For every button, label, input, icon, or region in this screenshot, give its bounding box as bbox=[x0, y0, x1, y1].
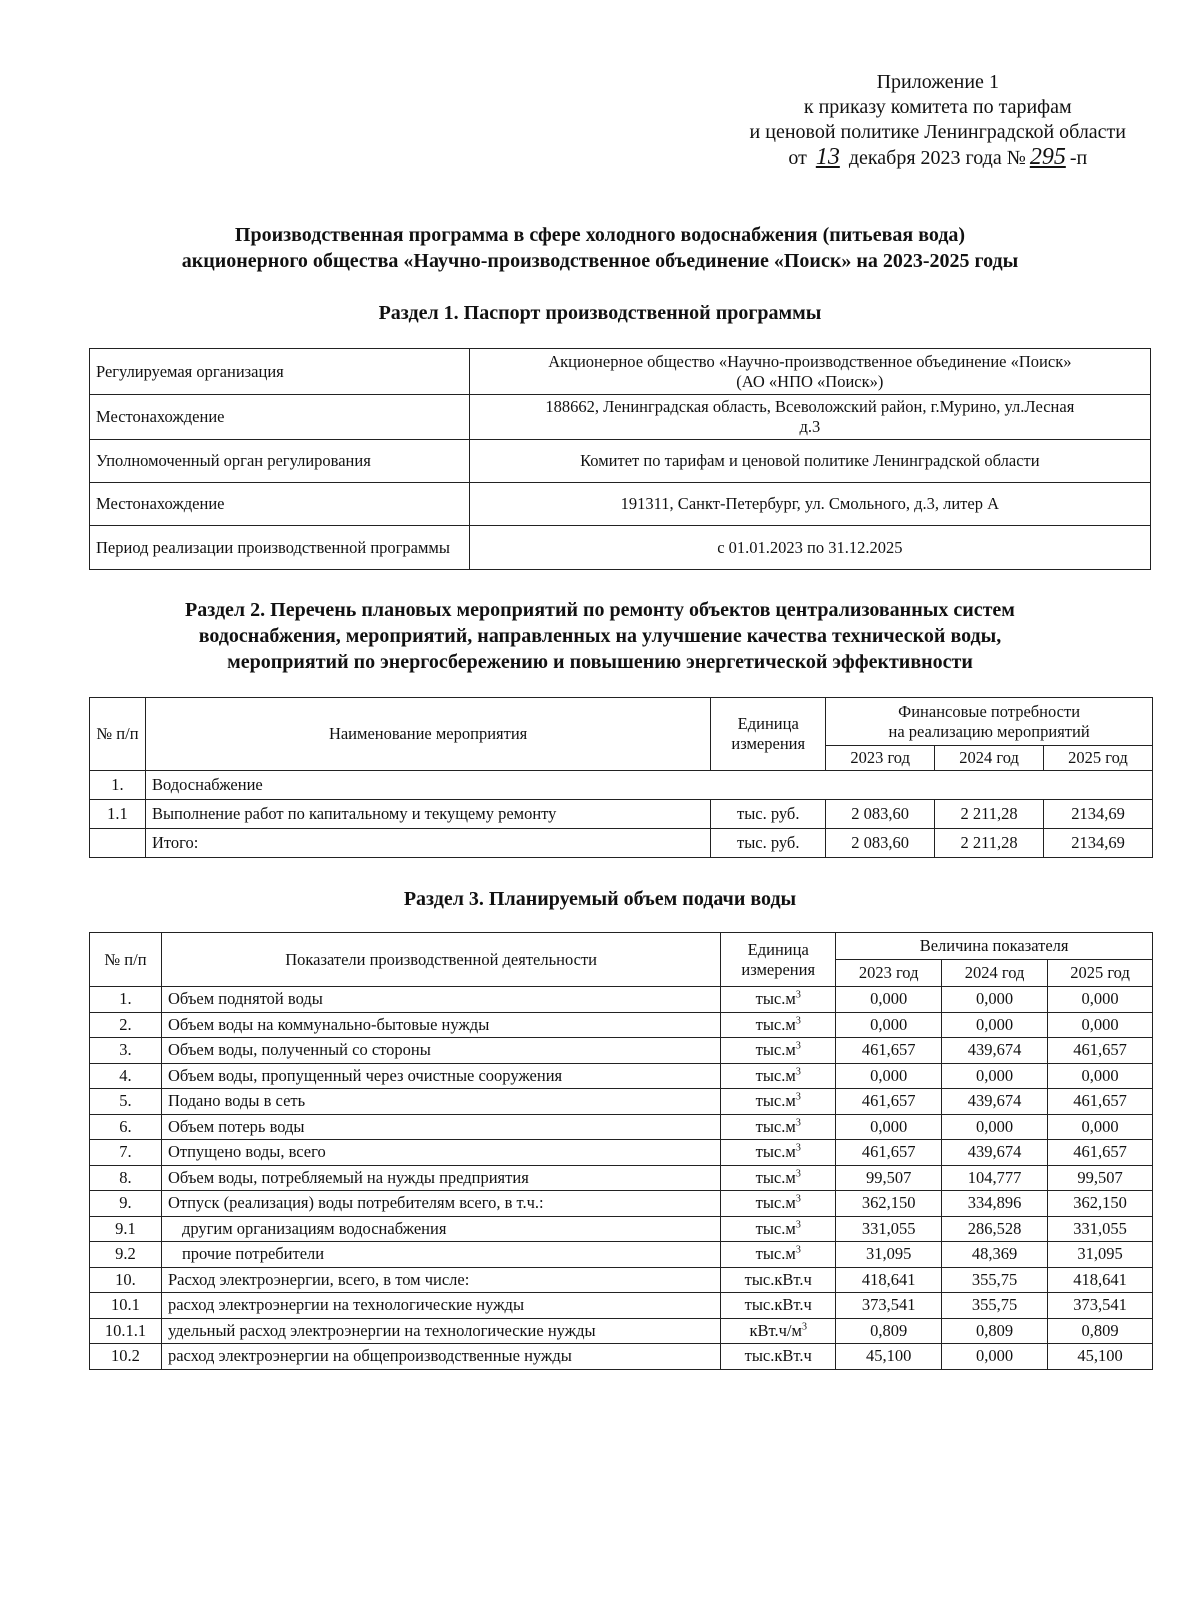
water-volume-table bbox=[89, 932, 1153, 1370]
appendix-header bbox=[750, 70, 1126, 171]
measures-col-num: № п/п bbox=[90, 698, 146, 771]
volume-row bbox=[90, 1242, 1153, 1268]
volume-value-2025: 461,657 bbox=[1048, 1089, 1153, 1115]
section2-heading-line-1: Раздел 2. Перечень плановых мероприятий по ремонту объектов централизованных систем bbox=[185, 599, 1015, 621]
volume-row bbox=[90, 1293, 1153, 1319]
volume-name: удельный расход электроэнергии на технологические нужды bbox=[161, 1318, 720, 1344]
volume-unit bbox=[721, 1089, 836, 1115]
volume-unit-exponent: 3 bbox=[795, 1244, 801, 1256]
volume-unit bbox=[721, 1242, 836, 1268]
volume-value-2025: 0,000 bbox=[1048, 1114, 1153, 1140]
volume-value-2024: 439,674 bbox=[942, 1038, 1048, 1064]
appendix-line-4 bbox=[750, 145, 1126, 171]
measures-group-num: 1. bbox=[90, 771, 146, 800]
volume-unit bbox=[721, 1038, 836, 1064]
volume-unit-exponent: 3 bbox=[795, 1117, 801, 1129]
volume-value-2025: 45,100 bbox=[1048, 1344, 1153, 1370]
volume-unit-text: тыс.м bbox=[755, 1091, 796, 1111]
measures-name: Итого: bbox=[145, 829, 710, 858]
volume-unit-text: тыс.м bbox=[755, 1167, 796, 1187]
volume-unit bbox=[721, 1165, 836, 1191]
volume-value-2023: 331,055 bbox=[836, 1216, 942, 1242]
volume-name: Объем потерь воды bbox=[161, 1114, 720, 1140]
volume-value-2024: 0,000 bbox=[942, 1344, 1048, 1370]
volume-unit bbox=[721, 987, 836, 1013]
volume-unit-text: тыс.м bbox=[755, 1065, 796, 1085]
volume-unit bbox=[721, 1267, 836, 1293]
volume-row bbox=[90, 1140, 1153, 1166]
volume-value-2024: 0,000 bbox=[942, 1063, 1048, 1089]
volume-name: прочие потребители bbox=[161, 1242, 720, 1268]
volume-value-2023: 461,657 bbox=[836, 1038, 942, 1064]
volume-name: Объем воды, полученный со стороны bbox=[161, 1038, 720, 1064]
measures-value-2024: 2 211,28 bbox=[935, 800, 1044, 829]
volume-value-2025: 418,641 bbox=[1048, 1267, 1153, 1293]
passport-value-line-2: (АО «НПО «Поиск») bbox=[736, 371, 884, 391]
volume-num: 10.2 bbox=[90, 1344, 162, 1370]
volume-unit-exponent: 3 bbox=[795, 1142, 801, 1154]
passport-value bbox=[469, 483, 1150, 526]
volume-row bbox=[90, 1165, 1153, 1191]
appendix-day: 13 bbox=[815, 144, 840, 170]
volume-unit-exponent: 3 bbox=[795, 1015, 801, 1027]
volume-num: 4. bbox=[90, 1063, 162, 1089]
section2-heading bbox=[0, 597, 1200, 675]
volume-value-2024: 0,000 bbox=[942, 1114, 1048, 1140]
volume-unit-text: тыс.м bbox=[755, 1142, 796, 1162]
volume-unit-exponent: 3 bbox=[795, 1066, 801, 1078]
measures-col-finance-line-1: Финансовые потребности bbox=[898, 701, 1081, 721]
measures-col-finance bbox=[826, 698, 1153, 746]
volume-unit-exponent: 3 bbox=[795, 989, 801, 1001]
passport-table bbox=[89, 348, 1151, 570]
volume-value-2023: 461,657 bbox=[836, 1089, 942, 1115]
passport-row bbox=[90, 440, 1151, 483]
volume-year-2025: 2025 год bbox=[1048, 960, 1153, 987]
volume-year-2024: 2024 год bbox=[942, 960, 1048, 987]
volume-unit-text: тыс.м bbox=[755, 1244, 796, 1264]
volume-value-2024: 104,777 bbox=[942, 1165, 1048, 1191]
measures-group-name: Водоснабжение bbox=[145, 771, 1152, 800]
volume-value-2025: 0,000 bbox=[1048, 1063, 1153, 1089]
volume-num: 9. bbox=[90, 1191, 162, 1217]
volume-value-2025: 461,657 bbox=[1048, 1038, 1153, 1064]
volume-row bbox=[90, 1038, 1153, 1064]
volume-unit-text: тыс.кВт.ч bbox=[744, 1269, 812, 1289]
volume-num: 10. bbox=[90, 1267, 162, 1293]
volume-value-2024: 0,000 bbox=[942, 1012, 1048, 1038]
passport-label: Регулируемая организация bbox=[90, 349, 470, 395]
appendix-line-1: Приложение 1 bbox=[876, 71, 999, 93]
volume-unit-text: тыс.м bbox=[755, 1040, 796, 1060]
volume-row bbox=[90, 1114, 1153, 1140]
volume-unit bbox=[721, 1191, 836, 1217]
appendix-line-2: к приказу комитета по тарифам bbox=[803, 96, 1072, 118]
volume-unit-text: тыс.кВт.ч bbox=[744, 1346, 812, 1366]
measures-year-2023: 2023 год bbox=[826, 746, 935, 771]
passport-value-line-2: д.3 bbox=[799, 417, 821, 436]
section1-heading: Раздел 1. Паспорт производственной программы bbox=[378, 302, 822, 324]
passport-label: Местонахождение bbox=[90, 395, 470, 440]
measures-row bbox=[90, 800, 1153, 829]
measures-unit: тыс. руб. bbox=[711, 800, 826, 829]
measures-value-2024: 2 211,28 bbox=[935, 829, 1044, 858]
appendix-number: 295 bbox=[1029, 144, 1066, 170]
measures-col-finance-line-2: на реализацию мероприятий bbox=[888, 721, 1090, 741]
volume-row bbox=[90, 1063, 1153, 1089]
volume-num: 10.1 bbox=[90, 1293, 162, 1319]
volume-num: 6. bbox=[90, 1114, 162, 1140]
volume-value-2024: 355,75 bbox=[942, 1267, 1048, 1293]
measures-year-2025: 2025 год bbox=[1044, 746, 1153, 771]
passport-label: Период реализации производственной программы bbox=[90, 526, 470, 570]
volume-unit-exponent: 3 bbox=[795, 1091, 801, 1103]
volume-row bbox=[90, 1344, 1153, 1370]
volume-unit-text: кВт.ч/м bbox=[749, 1320, 802, 1340]
volume-value-2025: 373,541 bbox=[1048, 1293, 1153, 1319]
volume-value-2024: 0,809 bbox=[942, 1318, 1048, 1344]
volume-year-2023: 2023 год bbox=[836, 960, 942, 987]
volume-value-2023: 418,641 bbox=[836, 1267, 942, 1293]
volume-value-2025: 31,095 bbox=[1048, 1242, 1153, 1268]
volume-row bbox=[90, 1318, 1153, 1344]
passport-label: Местонахождение bbox=[90, 483, 470, 526]
volume-row bbox=[90, 1267, 1153, 1293]
volume-name: расход электроэнергии на общепроизводственные нужды bbox=[161, 1344, 720, 1370]
volume-unit-exponent: 3 bbox=[795, 1193, 801, 1205]
volume-col-unit: Единица измерения bbox=[721, 933, 836, 987]
volume-num: 2. bbox=[90, 1012, 162, 1038]
volume-value-2023: 99,507 bbox=[836, 1165, 942, 1191]
volume-value-2024: 439,674 bbox=[942, 1089, 1048, 1115]
measures-col-unit: Единица измерения bbox=[711, 698, 826, 771]
volume-row bbox=[90, 1012, 1153, 1038]
measures-name: Выполнение работ по капитальному и текущему ремонту bbox=[145, 800, 710, 829]
volume-unit-text: тыс.м bbox=[755, 1193, 796, 1213]
measures-col-name: Наименование мероприятия bbox=[145, 698, 710, 771]
volume-unit-text: тыс.м bbox=[755, 1014, 796, 1034]
volume-col-name: Показатели производственной деятельности bbox=[161, 933, 720, 987]
volume-num: 1. bbox=[90, 987, 162, 1013]
volume-unit-exponent: 3 bbox=[795, 1040, 801, 1052]
volume-name: другим организациям водоснабжения bbox=[161, 1216, 720, 1242]
volume-value-2023: 31,095 bbox=[836, 1242, 942, 1268]
passport-value bbox=[469, 349, 1150, 395]
volume-name: Объем воды, пропущенный через очистные сооружения bbox=[161, 1063, 720, 1089]
volume-row bbox=[90, 987, 1153, 1013]
passport-value bbox=[469, 440, 1150, 483]
volume-value-2024: 439,674 bbox=[942, 1140, 1048, 1166]
volume-value-2023: 0,000 bbox=[836, 1114, 942, 1140]
appendix-line-3: и ценовой политике Ленинградской области bbox=[749, 121, 1126, 143]
volume-name: Расход электроэнергии, всего, в том числе: bbox=[161, 1267, 720, 1293]
volume-num: 7. bbox=[90, 1140, 162, 1166]
document-title-line-2: акционерного общества «Научно-производственное объединение «Поиск» на 2023-2025 годы bbox=[181, 250, 1019, 272]
volume-unit-exponent: 3 bbox=[801, 1321, 807, 1333]
measures-num bbox=[90, 829, 146, 858]
volume-unit bbox=[721, 1012, 836, 1038]
appendix-from: от bbox=[788, 147, 807, 169]
passport-value-line-1: Акционерное общество «Научно-производственное объединение «Поиск» bbox=[548, 351, 1072, 371]
volume-name: расход электроэнергии на технологические нужды bbox=[161, 1293, 720, 1319]
volume-col-num: № п/п bbox=[90, 933, 162, 987]
volume-value-2024: 0,000 bbox=[942, 987, 1048, 1013]
passport-row bbox=[90, 395, 1151, 440]
volume-unit bbox=[721, 1318, 836, 1344]
volume-value-2025: 0,809 bbox=[1048, 1318, 1153, 1344]
appendix-month-year: декабря 2023 года № bbox=[848, 147, 1026, 169]
volume-value-2023: 362,150 bbox=[836, 1191, 942, 1217]
passport-value bbox=[469, 395, 1150, 440]
volume-row bbox=[90, 1191, 1153, 1217]
volume-value-2023: 0,000 bbox=[836, 1012, 942, 1038]
volume-value-2023: 0,809 bbox=[836, 1318, 942, 1344]
volume-value-2025: 99,507 bbox=[1048, 1165, 1153, 1191]
appendix-suffix: -п bbox=[1069, 147, 1088, 169]
measures-group-row bbox=[90, 771, 1153, 800]
volume-row bbox=[90, 1216, 1153, 1242]
volume-value-2025: 331,055 bbox=[1048, 1216, 1153, 1242]
passport-value bbox=[469, 526, 1150, 570]
volume-value-2024: 286,528 bbox=[942, 1216, 1048, 1242]
document-title bbox=[0, 222, 1200, 274]
section2-heading-line-3: мероприятий по энергосбережению и повышению энергетической эффективности bbox=[227, 651, 973, 673]
volume-unit-exponent: 3 bbox=[795, 1219, 801, 1231]
passport-row bbox=[90, 526, 1151, 570]
measures-unit: тыс. руб. bbox=[711, 829, 826, 858]
volume-value-2023: 0,000 bbox=[836, 1063, 942, 1089]
volume-value-2025: 362,150 bbox=[1048, 1191, 1153, 1217]
passport-value-line-1: 191311, Санкт-Петербург, ул. Смольного, д.3, литер А bbox=[620, 494, 1000, 513]
volume-name: Объем воды, потребляемый на нужды предприятия bbox=[161, 1165, 720, 1191]
measures-value-2025: 2134,69 bbox=[1044, 829, 1153, 858]
volume-unit-text: тыс.м bbox=[755, 989, 796, 1009]
volume-name: Объем воды на коммунально-бытовые нужды bbox=[161, 1012, 720, 1038]
measures-value-2023: 2 083,60 bbox=[826, 829, 935, 858]
section3-heading: Раздел 3. Планируемый объем подачи воды bbox=[403, 888, 797, 910]
volume-value-2024: 48,369 bbox=[942, 1242, 1048, 1268]
measures-value-2023: 2 083,60 bbox=[826, 800, 935, 829]
volume-name: Отпуск (реализация) воды потребителям всего, в т.ч.: bbox=[161, 1191, 720, 1217]
volume-num: 8. bbox=[90, 1165, 162, 1191]
volume-value-2023: 461,657 bbox=[836, 1140, 942, 1166]
volume-name: Отпущено воды, всего bbox=[161, 1140, 720, 1166]
volume-col-value: Величина показателя bbox=[836, 933, 1153, 960]
section2-heading-line-2: водоснабжения, мероприятий, направленных на улучшение качества технической воды, bbox=[198, 625, 1002, 647]
measures-value-2025: 2134,69 bbox=[1044, 800, 1153, 829]
volume-value-2023: 0,000 bbox=[836, 987, 942, 1013]
volume-unit-text: тыс.м bbox=[755, 1116, 796, 1136]
volume-unit bbox=[721, 1216, 836, 1242]
volume-value-2025: 0,000 bbox=[1048, 1012, 1153, 1038]
measures-year-2024: 2024 год bbox=[935, 746, 1044, 771]
volume-num: 9.2 bbox=[90, 1242, 162, 1268]
volume-name: Подано воды в сеть bbox=[161, 1089, 720, 1115]
volume-num: 3. bbox=[90, 1038, 162, 1064]
volume-unit bbox=[721, 1293, 836, 1319]
passport-row bbox=[90, 349, 1151, 395]
volume-value-2025: 461,657 bbox=[1048, 1140, 1153, 1166]
volume-value-2024: 334,896 bbox=[942, 1191, 1048, 1217]
volume-unit bbox=[721, 1140, 836, 1166]
volume-value-2023: 45,100 bbox=[836, 1344, 942, 1370]
volume-name: Объем поднятой воды bbox=[161, 987, 720, 1013]
volume-unit-text: тыс.кВт.ч bbox=[744, 1295, 812, 1315]
volume-unit-text: тыс.м bbox=[755, 1218, 796, 1238]
volume-unit bbox=[721, 1344, 836, 1370]
volume-value-2025: 0,000 bbox=[1048, 987, 1153, 1013]
passport-label: Уполномоченный орган регулирования bbox=[90, 440, 470, 483]
passport-value-line-1: с 01.01.2023 по 31.12.2025 bbox=[717, 537, 903, 557]
passport-row bbox=[90, 483, 1151, 526]
volume-value-2024: 355,75 bbox=[942, 1293, 1048, 1319]
volume-unit bbox=[721, 1063, 836, 1089]
measures-num: 1.1 bbox=[90, 800, 146, 829]
measures-row bbox=[90, 829, 1153, 858]
volume-num: 5. bbox=[90, 1089, 162, 1115]
volume-unit-exponent: 3 bbox=[795, 1168, 801, 1180]
volume-num: 10.1.1 bbox=[90, 1318, 162, 1344]
passport-value-line-1: 188662, Ленинградская область, Всеволожский район, г.Мурино, ул.Лесная bbox=[545, 397, 1075, 416]
volume-value-2023: 373,541 bbox=[836, 1293, 942, 1319]
document-title-line-1: Производственная программа в сфере холодного водоснабжения (питьевая вода) bbox=[234, 224, 966, 246]
volume-row bbox=[90, 1089, 1153, 1115]
volume-num: 9.1 bbox=[90, 1216, 162, 1242]
volume-unit bbox=[721, 1114, 836, 1140]
measures-table bbox=[89, 697, 1153, 858]
passport-value-line-1: Комитет по тарифам и ценовой политике Ленинградской области bbox=[580, 451, 1040, 470]
